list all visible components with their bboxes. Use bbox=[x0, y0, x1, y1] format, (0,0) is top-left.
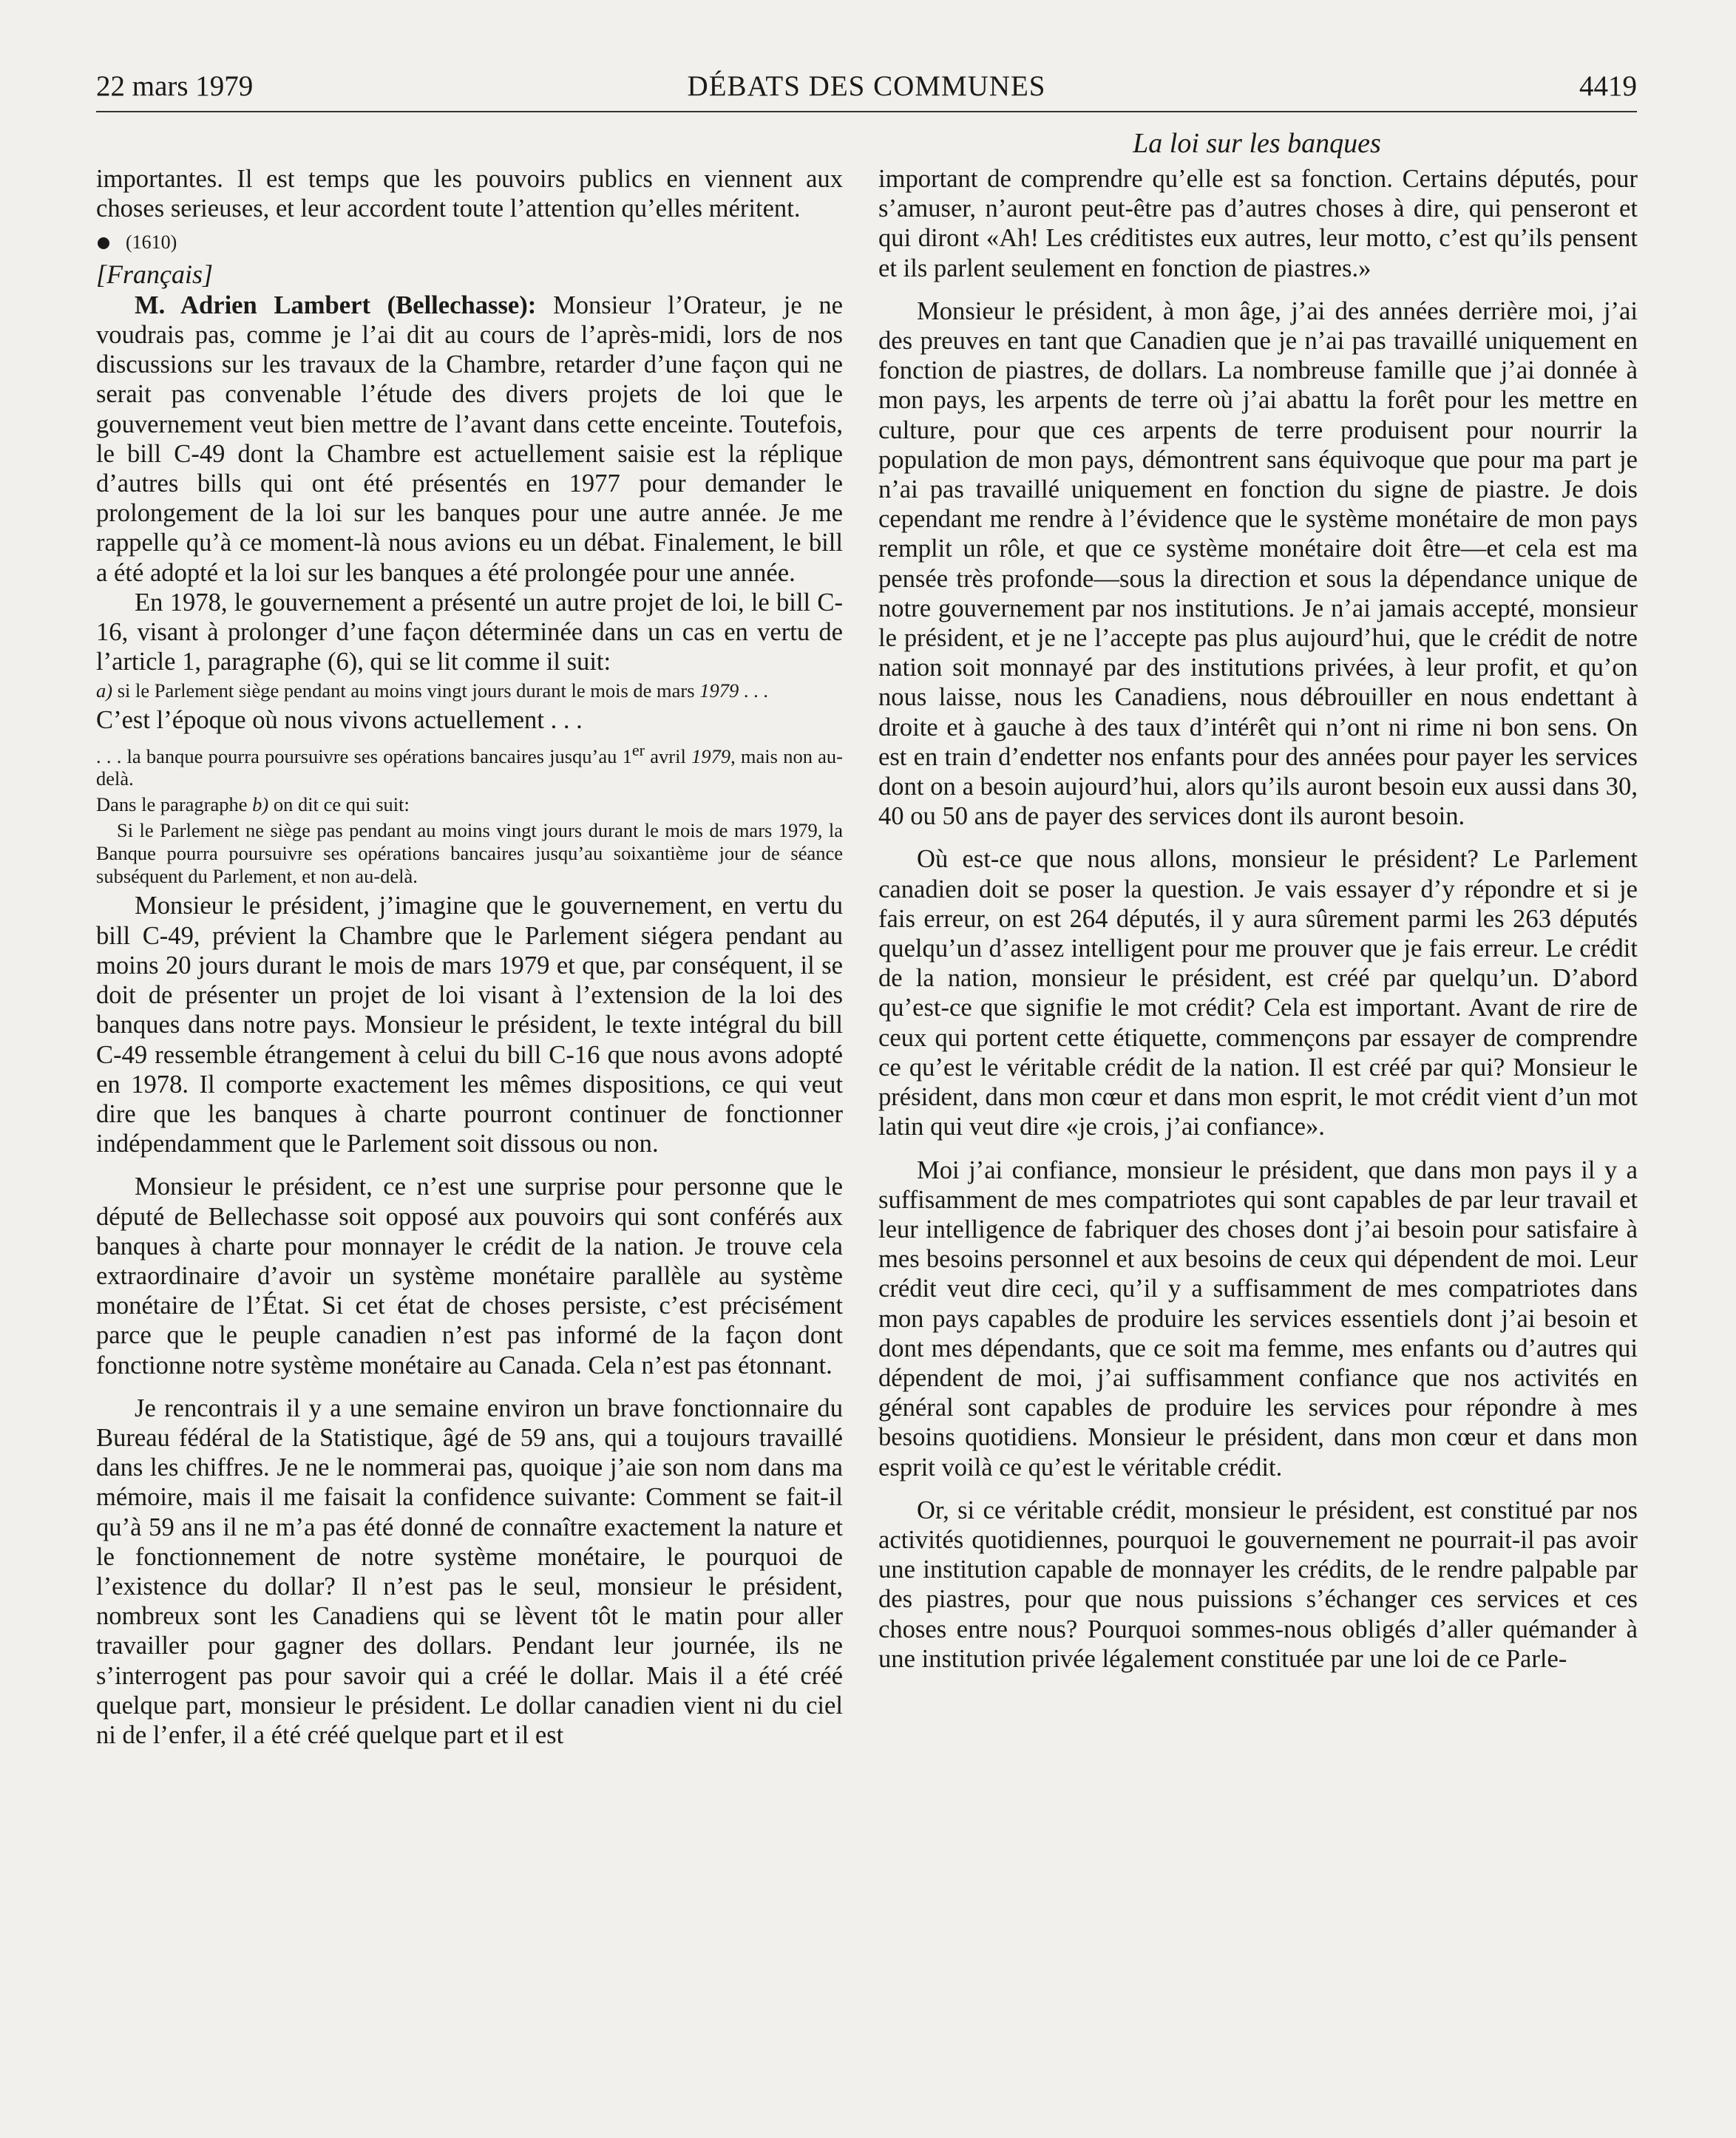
paragraph: Monsieur le président, j’imagine que le gouvernement, en vertu du bill C-49, prévient la Chambre que le Parlement siégera pendant au moins 20 jours durant le mois de mars 1979 et que, par conséquent, il se doit de présenter un projet de loi visant à l’extension de la loi des banques dans notre pays. Monsieur le président, le texte intégral du bill C-49 ressemble étrangement à celui du bill C-16 que nous avons adopté en 1978. Il comporte exactement les mêmes dispositions, ce qui veut dire que les banques à charte pourront continuer de fonctionner indépendamment que le Parlement soit dissous ou non. bbox=[96, 892, 843, 1158]
timestamp bbox=[96, 228, 843, 257]
paragraph: Moi j’ai confiance, monsieur le président, que dans mon pays il y a suffisamment de mes compatriotes qui sont capables de par leur travail et leur intelligence de fabriquer des choses dont j’ai besoin pour satisfaire à mes besoins personnel et aux besoins de ceux qui dépendent de moi. Leur crédit veut dire ceci, qu’il y a suffisamment de mes compatriotes dans mon pays capables de produire les services essentiels dont j’ai besoin et dont mes dépendants, que ce soit ma femme, mes enfants ou d’autres qui dépendent de moi, j’ai suffisamment confiance que nos activités en général sont capables de produire les services pour répondre à mes besoins quotidiens. Monsieur le président, dans mon cœur et dans mon esprit voilà ce qu’est le véritable crédit. bbox=[878, 1155, 1638, 1482]
bullet-icon bbox=[98, 237, 109, 249]
header-page-number: 4419 bbox=[1579, 70, 1637, 102]
right-column bbox=[878, 164, 1638, 1674]
quotation-intro bbox=[96, 793, 843, 816]
quote-text: Dans le paragraphe bbox=[96, 793, 253, 816]
quote-year: 1979 bbox=[691, 744, 731, 767]
quote-superscript: er bbox=[631, 740, 645, 759]
quote-year: 1979 bbox=[699, 679, 739, 702]
quote-letter: a) bbox=[96, 679, 113, 702]
quote-letter: b) bbox=[252, 793, 269, 816]
speech-text: Monsieur l’Orateur, je ne voudrais pas, comme je l’ai dit au cours de l’après-midi, lors de nos discussions sur les travaux de la Chambre, retarder d’une façon qui ne serait pas convenable l’étude des divers projets de loi que le gouvernement veut bien mettre de l’avant dans cette enceinte. Toutefois, le bill C-49 dont la Chambre est actuellement saisie est la réplique d’autres bills qui ont été présentés en 1977 pour demander le prolongement de la loi sur les banques pour une autre année. Je me rappelle qu’à ce moment-là nous avions eu un débat. Finalement, le bill a été adopté et la loi sur les banques a été prolongée pour une année. bbox=[96, 291, 843, 587]
speaker-name: M. Adrien Lambert (Bellechasse): bbox=[135, 291, 537, 319]
quotation: Si le Parlement ne siège pas pendant au moins vingt jours durant le mois de mars 1979, la Banque pourra poursuivre ses opérations bancaires jusqu’au soixantième jour de séance subséquent du Parlement, et non au-delà. bbox=[96, 819, 843, 888]
timestamp-text: (1610) bbox=[126, 231, 177, 254]
quotation bbox=[96, 679, 843, 702]
quote-text: si le Parlement siège pendant au moins vingt jours durant le mois de mars bbox=[112, 679, 700, 702]
quote-text: . . . la banque pourra poursuivre ses opérations bancaires jusqu’au 1 bbox=[96, 744, 632, 767]
page-header bbox=[96, 65, 1637, 112]
speech-paragraph bbox=[96, 291, 843, 588]
paragraph: C’est l’époque où nous vivons actuellement . . . bbox=[96, 706, 583, 735]
left-column bbox=[96, 164, 843, 1750]
paragraph: importantes. Il est temps que les pouvoirs publics en viennent aux choses serieuses, et leur accordent toute l’attention qu’elles méritent. bbox=[96, 165, 843, 223]
header-date: 22 mars 1979 bbox=[96, 70, 254, 102]
paragraph: Or, si ce véritable crédit, monsieur le président, est constitué par nos activités quotidiennes, pourquoi le gouvernement ne pourrait-il pas avoir une institution capable de monnayer les crédits, de le rendre palpable par des piastres, pour que nous puissions s’échanger ces services et ces choses entre nous? Pourquoi sommes-nous obligés d’aller quémander à une institution privée légalement constituée par une loi de ce Parle- bbox=[878, 1496, 1638, 1673]
paragraph: Monsieur le président, à mon âge, j’ai des années derrière moi, j’ai des preuves en tant que Canadien que je n’ai pas travaillé uniquement en fonction de piastres, de dollars. La nombreuse famille que j’ai donnée à mon pays, les arpents de terre où j’ai abattu la forêt pour les mettre en culture, pour que ces arpents de terre produisent pour nourrir la population de mon pays, démontrent sans équivoque que pour ma part je n’ai pas travaillé uniquement en fonction du signe de piastre. Je dois cependant me rendre à l’évidence que le système monétaire de mon pays remplit un rôle, et que ce système monétaire doit être—et cela est ma pensée très profonde—sous la direction et sous la dépendance unique de notre gouvernement par nos institutions. Je n’ai jamais accepté, monsieur le président, et je ne l’accepte pas plus aujourd’hui, que le crédit de notre nation soit monnayé par des institutions privées, à leur profit, et qu’on nous laisse, nous les Canadiens, nous débrouiller en nous endettant à droite et à gauche à des taux d’intérêt qui n’ont ni rime ni bon sens. On est en train d’endetter nos enfants pour des années pour payer les services dont on a besoin aujourd’hui, alors qu’ils auront besoin eux aussi dans 30, 40 ou 50 ans de payer des services dont ils auront besoin. bbox=[878, 296, 1638, 831]
paragraph: Monsieur le président, ce n’est une surprise pour personne que le député de Bellechasse soit opposé aux pouvoirs qui sont conférés aux banques à charte pour monnayer le crédit de la nation. Je trouve cela extraordinaire d’avoir un système monétaire parallèle au système monétaire de l’État. Si cet état de choses persiste, c’est précisément parce que le peuple canadien n’est pas informé de la façon dont fonctionne notre système monétaire au Canada. Cela n’est pas étonnant. bbox=[96, 1172, 843, 1379]
quote-text: avril bbox=[645, 744, 692, 767]
paragraph: Où est-ce que nous allons, monsieur le président? Le Parlement canadien doit se poser la question. Je vais essayer d’y répondre et si je fais erreur, on est 264 députés, il y aura sûrement parmi les 263 députés quelqu’un d’assez intelligent pour me prouver que je fais erreur. Le crédit de la nation, monsieur le président, est créé par quelqu’un. D’abord qu’est-ce que signifie le mot crédit? Cela est important. Avant de rire de ceux qui portent cette étiquette, commençons par essayer de comprendre ce qu’est le véritable crédit de la nation. Il est créé par qui? Monsieur le président, dans mon cœur et dans mon esprit, le mot crédit vient d’un mot latin qui veut dire «je crois, j’ai confiance». bbox=[878, 845, 1638, 1141]
quotation bbox=[96, 739, 843, 791]
quote-text: on dit ce qui suit: bbox=[268, 793, 410, 816]
language-marker: [Français] bbox=[96, 259, 214, 289]
paragraph: Je rencontrais il y a une semaine environ un brave fonctionnaire du Bureau fédéral de la Statistique, âgé de 59 ans, qui a toujours travaillé dans les chiffres. Je ne le nommerai pas, quoique j’aie son nom dans ma mémoire, mais il me faisait la confidence suivante: Comment se fait-il qu’à 59 ans il ne m’a pas été donné de connaître exactement la nature et le fonctionnement de notre système monétaire, le pourquoi de l’existence du dollar? Il n’est pas le seul, monsieur le président, nombreux sont les Canadiens qui se lèvent tôt le matin pour aller travailler pour gagner des dollars. Pendant leur journée, ils ne s’interrogent pas pour savoir qui a créé le dollar. Mais il a été créé quelque part, monsieur le président. Le dollar canadien vient ni du ciel ni de l’enfer, il a été créé quelque part et il est bbox=[96, 1394, 843, 1749]
paragraph: En 1978, le gouvernement a présenté un autre projet de loi, le bill C-16, visant à prolonger d’une façon déterminée dans un cas en vertu de l’article 1, paragraphe (6), qui se lit comme il suit: bbox=[96, 588, 843, 676]
header-publication: DÉBATS DES COMMUNES bbox=[687, 70, 1046, 102]
running-title: La loi sur les banques bbox=[1133, 128, 1381, 159]
quote-end: , mais non au-delà. bbox=[96, 744, 844, 790]
quote-end: . . . bbox=[739, 679, 768, 702]
paragraph: important de comprendre qu’elle est sa fonction. Certains députés, pour s’amuser, n’auront peut-être pas d’autres choses à dire, qui penseront et qui diront «Ah! Les créditistes eux autres, leur motto, c’est qu’ils pensent et ils parlent seulement en fonction de piastres.» bbox=[878, 165, 1638, 282]
